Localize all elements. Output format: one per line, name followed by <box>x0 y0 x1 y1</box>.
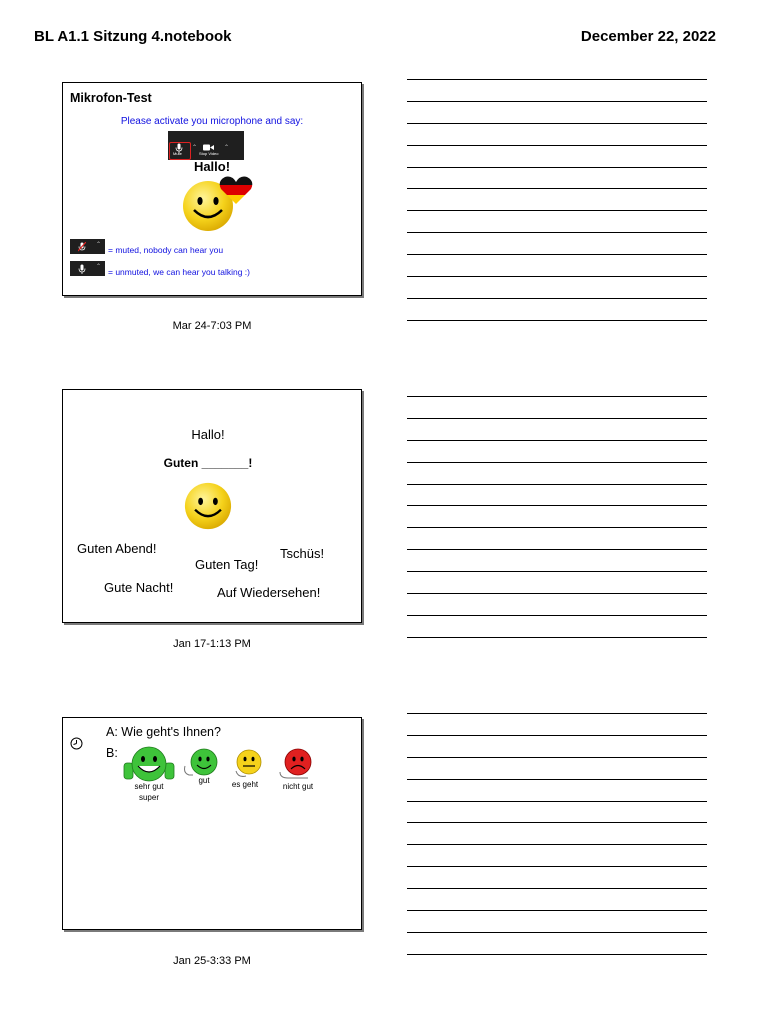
document-title: BL A1.1 Sitzung 4.notebook <box>34 28 232 45</box>
mood-label-gut: gut <box>198 776 210 785</box>
slide-greetings[interactable] <box>62 389 362 623</box>
fill-in-prompt: Guten _______! <box>163 456 253 470</box>
phrase-guten-tag: Guten Tag! <box>195 557 259 572</box>
slide-wie-gehts[interactable] <box>62 717 362 930</box>
happy-smiley-icon <box>183 748 221 778</box>
video-camera-icon <box>203 144 214 151</box>
clock-icon <box>70 737 83 750</box>
document-date: December 22, 2022 <box>580 28 716 45</box>
legend-unmuted: = unmuted, we can hear you talking :) <box>108 267 250 277</box>
chevron-up-icon: ⌃ <box>96 264 102 270</box>
mood-label-nicht-gut: nicht gut <box>282 782 314 791</box>
hallo-text: Hallo! <box>191 427 225 442</box>
instruction-text: Please activate you microphone and say: <box>120 116 304 127</box>
phrase-auf-wiedersehen: Auf Wiedersehen! <box>217 585 321 600</box>
phrase-guten-abend: Guten Abend! <box>77 541 157 556</box>
phrase-gute-nacht: Gute Nacht! <box>104 580 174 595</box>
mood-label-sehr-gut: sehr gut <box>134 782 164 791</box>
notes-lines <box>407 713 707 976</box>
slide-mikrofon-test[interactable] <box>62 82 362 296</box>
neutral-smiley-icon <box>232 749 268 779</box>
mood-label-super: super <box>138 793 159 802</box>
sad-smiley-icon <box>278 748 316 780</box>
answer-prefix: B: <box>106 746 118 760</box>
slide-timestamp: Jan 17-1:13 PM <box>173 638 251 650</box>
very-happy-thumbs-up-smiley-icon <box>123 745 175 785</box>
slide-timestamp: Jan 25-3:33 PM <box>173 955 251 967</box>
muted-mic-button-image <box>70 239 105 254</box>
stop-video-label: Stop Video <box>199 151 219 156</box>
mood-label-es-geht: es geht <box>231 780 259 789</box>
question-text: A: Wie geht's Ihnen? <box>106 725 221 739</box>
mute-label: Mute <box>173 151 182 156</box>
zoom-toolbar-image <box>168 131 244 160</box>
chevron-up-icon: ⌃ <box>192 145 198 151</box>
notes-lines <box>407 79 707 342</box>
microphone-icon <box>78 264 86 274</box>
muted-microphone-icon <box>78 242 86 252</box>
chevron-up-icon: ⌃ <box>224 145 230 151</box>
unmuted-mic-button-image <box>70 261 105 276</box>
slide-title: Mikrofon-Test <box>70 91 152 105</box>
germany-heart-icon <box>219 175 253 205</box>
smiley-icon <box>183 482 233 530</box>
phrase-tschues: Tschüs! <box>280 546 325 561</box>
slide-timestamp: Mar 24-7:03 PM <box>172 320 252 332</box>
legend-muted: = muted, nobody can hear you <box>108 245 224 255</box>
notes-lines <box>407 396 707 659</box>
greeting-text: Hallo! <box>193 159 231 174</box>
chevron-up-icon: ⌃ <box>96 242 102 248</box>
